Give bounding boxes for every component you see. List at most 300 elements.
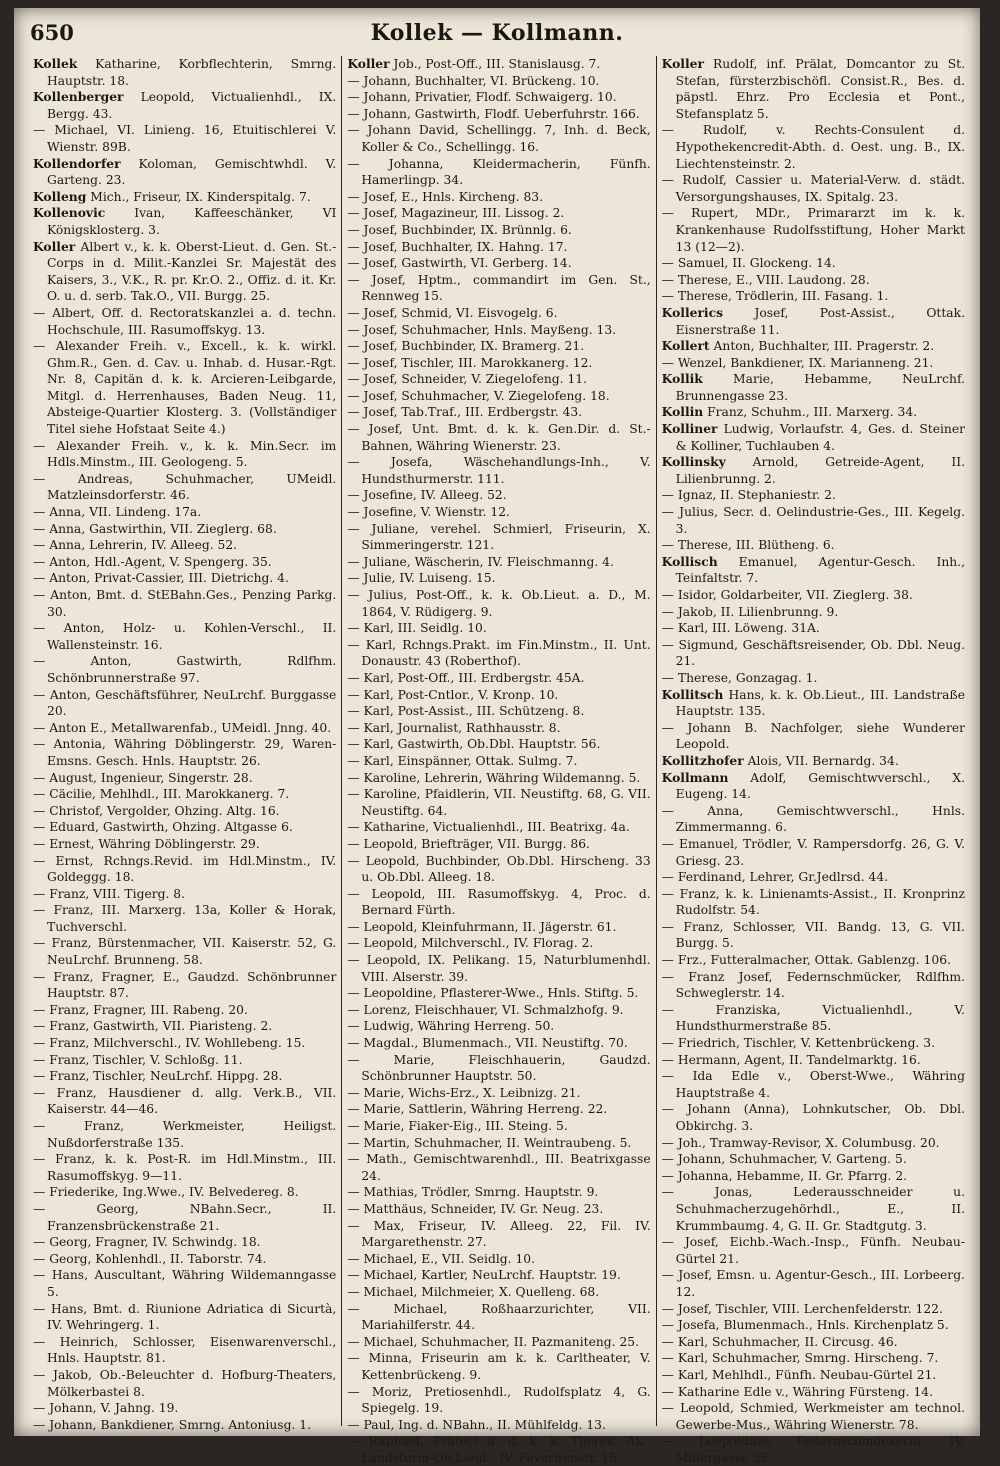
directory-entry (347, 355, 650, 372)
directory-entry (662, 886, 965, 919)
directory-entry (347, 239, 650, 256)
directory-entry (33, 1068, 336, 1085)
entry-text: — Friederike, Ing.Wwe., IV. Belvedereg. 8. (33, 1185, 299, 1200)
entry-text: Alois, VII. Bernardg. 34. (743, 753, 899, 768)
entry-text: — August, Ingenieur, Singerstr. 28. (33, 770, 253, 785)
entry-text: — Leopold, Milchverschl., IV. Florag. 2. (347, 936, 594, 951)
directory-entry (347, 736, 650, 753)
entry-text: — Josef, E., Hnls. Kircheng. 83. (347, 189, 544, 204)
directory-entry (33, 239, 336, 305)
entry-text: — Joh., Tramway-Revisor, X. Columbusg. 20. (661, 1135, 940, 1150)
entry-text: — Josef, Unt. Bmt. d. k. k. Gen.Dir. d. St.-Bahnen, Währing Wienerstr. 23. (347, 422, 651, 453)
entry-text: — Karl, Schuhmacher, Smrng. Hirscheng. 7. (661, 1351, 939, 1366)
entry-text: Josef, Post-Assist., Ottak. Eisnerstraße 11. (675, 305, 965, 337)
directory-entry (33, 1035, 336, 1052)
directory-entry (347, 1052, 650, 1085)
entry-surname: Kolleng (33, 188, 87, 204)
entry-text: — Leopoldine, Federnschmückerin, IV. Millergasse 35. (661, 1434, 965, 1465)
directory-entry (662, 587, 965, 604)
column-3 (656, 56, 970, 1465)
entry-text: — Leopold, Kleinfuhrmann, II. Jägerstr. 61. (347, 919, 617, 934)
entry-text: — Michael, VI. Linieng. 16, Etuitischlerei V. Wienstr. 89B. (33, 123, 337, 154)
entry-text: — Anton, Holz- u. Kohlen-Verschl., II. Wallensteinstr. 16. (33, 621, 337, 652)
entry-text: — Julius, Post-Off., k. k. Ob.Lieut. a. D., M. 1864, V. Rüdigerg. 9. (347, 588, 651, 619)
entry-surname: Kollin (661, 404, 704, 420)
directory-entry (347, 1018, 650, 1035)
directory-entry (662, 1035, 965, 1052)
directory-entry (33, 504, 336, 521)
directory-entry (33, 89, 336, 122)
entry-text: Rudolf, inf. Prälat, Domcantor zu St. Stefan, fürsterzbischöfl. Consist.R., Bes. d. päpstl. Ehrz. Pro Ecclesia et Pont., Stefansplatz 5. (675, 57, 965, 121)
entry-text: — Josef, Schneider, V. Ziegelofeng. 11. (347, 372, 588, 387)
entry-text: — Karoline, Pfaidlerin, VII. Neustiftg. 68, G. VII. Neustiftg. 64. (347, 787, 651, 818)
entry-text: — Franz Josef, Federnschmücker, Rdlfhm. Schweglerstr. 14. (661, 969, 965, 1001)
directory-entry (662, 952, 965, 969)
directory-entry (347, 1184, 650, 1201)
entry-text: — Franz, Milchverschl., IV. Wohllebeng. 15. (33, 1036, 306, 1051)
directory-entry (33, 438, 336, 471)
directory-entry (33, 770, 336, 787)
directory-entry (347, 819, 650, 836)
entry-text: — Andreas, Schuhmacher, UMeidl. Matzleinsdorferstr. 46. (33, 471, 337, 503)
directory-entry (662, 355, 965, 372)
entry-surname: Kollendorfer (33, 155, 121, 171)
entry-surname: Kollik (661, 371, 703, 387)
directory-entry (662, 1135, 965, 1152)
directory-entry (33, 1018, 336, 1035)
entry-text: — Johann, Bankdiener, Smrng. Antoniusg. 1. (33, 1417, 312, 1432)
directory-entry (662, 604, 965, 621)
directory-entry (347, 1284, 650, 1301)
directory-entry (33, 1251, 336, 1268)
entry-text: — Karl, Post-Assist., III. Schützeng. 8. (347, 704, 585, 719)
entry-text: — Josefine, IV. Alleeg. 52. (347, 488, 507, 503)
directory-entry (347, 886, 650, 919)
directory-entry (662, 869, 965, 886)
entry-text: — Juliane, verehel. Schmierl, Friseurin, X. Simmeringerstr. 121. (347, 521, 651, 553)
directory-entry (662, 670, 965, 687)
entry-text: — Leopold, Briefträger, VII. Burgg. 86. (347, 836, 590, 851)
directory-entry (347, 1035, 650, 1052)
entry-text: — Johann, Privatier, Flodf. Schwaigerg. 10. (347, 90, 617, 105)
directory-entry (662, 338, 965, 355)
directory-entry (662, 1334, 965, 1351)
entry-surname: Kollerics (661, 304, 724, 320)
directory-entry (662, 637, 965, 670)
directory-entry (662, 1301, 965, 1318)
directory-entry (347, 853, 650, 886)
entry-text: Ludwig, Vorlaufstr. 4, Ges. d. Steiner & Kolliner, Tuchlauben 4. (675, 422, 965, 453)
directory-entry (347, 1085, 650, 1102)
directory-entry (347, 687, 650, 704)
entry-text: — Raphael, Präfect a. d. k. k. Theres. Ak., Landsturm-Ob.Lieut., IV. Favoritenstr. 15. (347, 1434, 651, 1465)
entry-surname: Koller (33, 238, 76, 254)
directory-entry (347, 404, 650, 421)
entry-text: — Johann, V. Jahng. 19. (33, 1401, 179, 1416)
entry-text: — Josef, Hptm., commandirt im Gen. St., Rennweg 15. (347, 272, 651, 304)
entry-text: — Alexander Freih. v., Excell., k. k. wirkl. Ghm.R., Gen. d. Cav. u. Inhab. d. Husar.-Rgt. Nr. 8, Capitän d. k. k. Arcieren-Leibgarde, Mitgl. d. Herrenhauses, Baden Neug. 11, Absteige-Quartier Klosterg. 3. (Vollständiger Titel siehe Hofstaat Seite 4.) (33, 339, 337, 437)
directory-entry (33, 1085, 336, 1118)
entry-text: — Franz, III. Marxerg. 13a, Koller & Horak, Tuchverschl. (33, 903, 337, 934)
entry-text: — Johann David, Schellingg. 7, Inh. d. Beck, Koller & Co., Schellingg. 16. (347, 123, 651, 154)
entry-text: Arnold, Getreide-Agent, II. Lilienbrunng. 2. (675, 455, 965, 486)
entry-text: — Johann (Anna), Lohnkutscher, Ob. Dbl. Obkirchg. 3. (661, 1102, 965, 1133)
directory-entry (347, 1101, 650, 1118)
entry-text: Katharine, Korbflechterin, Smrng. Hauptstr. 18. (47, 57, 337, 88)
directory-entry (347, 952, 650, 985)
entry-text: — Katharine Edle v., Währing Fürsteng. 14. (661, 1384, 934, 1399)
entry-text: — Michael, E., VII. Seidlg. 10. (347, 1251, 536, 1266)
directory-entry (662, 537, 965, 554)
directory-entry (347, 421, 650, 454)
entry-text: — Josef, Tischler, VIII. Lerchenfelderstr. 122. (661, 1301, 943, 1316)
entry-text: — Karl, Schuhmacher, II. Circusg. 46. (661, 1334, 898, 1349)
entry-text: — Isidor, Goldarbeiter, VII. Zieglerg. 38. (661, 588, 913, 602)
entry-text: — Josef, Gastwirth, VI. Gerberg. 14. (347, 256, 572, 271)
directory-entry (347, 1118, 650, 1135)
entry-text: — Jakob, II. Lilienbrunng. 9. (661, 604, 839, 619)
directory-entry (662, 1367, 965, 1384)
directory-entry (347, 222, 650, 239)
entry-text: — Anna, Gemischtwverschl., Hnls. Zimmermanng. 6. (661, 803, 965, 835)
entry-text: — Franz, Werkmeister, Heiligst. Nußdorferstraße 135. (33, 1119, 337, 1150)
directory-entry (662, 1400, 965, 1433)
directory-entry (662, 172, 965, 205)
entry-text: — Therese, Trödlerin, III. Fasang. 1. (661, 289, 889, 304)
entry-text: — Franz, k. k. Post-R. im Hdl.Minstm., III. Rasumoffskyg. 9—11. (33, 1152, 337, 1183)
directory-entry (347, 637, 650, 670)
entry-text: — Karl, Gastwirth, Ob.Dbl. Hauptstr. 56. (347, 737, 601, 752)
directory-entry (347, 935, 650, 952)
entry-text: — Ludwig, Währing Herreng. 50. (347, 1019, 555, 1034)
entry-text: — Anna, Gastwirthin, VII. Zieglerg. 68. (33, 521, 277, 536)
entry-text: — Rupert, MDr., Primararzt im k. k. Krankenhause Rudolfsstiftung, Hoher Markt 13 (12—2). (661, 206, 965, 254)
directory-entry (33, 819, 336, 836)
directory-entry (662, 554, 965, 587)
directory-entry (33, 886, 336, 903)
entry-text: — Josef, Schuhmacher, V. Ziegelofeng. 18. (347, 388, 610, 403)
entry-text: — Johanna, Hebamme, II. Gr. Pfarrg. 2. (661, 1168, 908, 1183)
entry-text: — Rudolf, Cassier u. Material-Verw. d. städt. Versorgungshauses, IX. Spitalg. 23. (661, 173, 965, 204)
directory-entry (662, 487, 965, 504)
directory-entry (347, 189, 650, 206)
directory-entry (347, 388, 650, 405)
directory-entry (347, 1002, 650, 1019)
directory-entry (347, 156, 650, 189)
entry-text: — Franz, k. k. Linienamts-Assist., II. Kronprinz Rudolfstr. 54. (661, 886, 965, 918)
directory-entry (347, 720, 650, 737)
directory-entry (347, 1151, 650, 1184)
entry-text: — Josef, Eichb.-Wach.-Insp., Fünfh. Neubau-Gürtel 21. (661, 1235, 965, 1266)
entry-surname: Kolliner (661, 421, 718, 437)
directory-entry (662, 753, 965, 770)
entry-text: — Franz, Fragner, E., Gaudzd. Schönbrunner Hauptstr. 87. (33, 969, 337, 1001)
directory-entry (347, 56, 650, 73)
entry-text: Koloman, Gemischtwhdl. V. Garteng. 23. (47, 156, 337, 188)
entry-text: — Franziska, Victualienhdl., V. Hundsthurmerstraße 85. (661, 1002, 965, 1034)
directory-entry (33, 836, 336, 853)
entry-text: — Sigmund, Geschäftsreisender, Ob. Dbl. Neug. 21. (661, 637, 965, 669)
directory-entry (662, 1168, 965, 1185)
page-number: 650 (30, 20, 74, 45)
directory-entry (662, 836, 965, 869)
directory-entry (347, 919, 650, 936)
running-head: Kollek — Kollmann. (370, 20, 624, 46)
directory-entry (33, 338, 336, 438)
entry-columns (28, 56, 970, 1465)
entry-text: — Josef, Magazineur, III. Lissog. 2. (347, 206, 565, 221)
directory-entry (33, 720, 336, 737)
directory-entry (347, 305, 650, 322)
entry-text: — Karl, Post-Cntlor., V. Kronp. 10. (347, 687, 559, 702)
directory-entry (33, 1118, 336, 1151)
entry-text: — Paul, Ing. d. NBahn., II. Mühlfeldg. 13. (347, 1417, 606, 1432)
directory-entry (347, 703, 650, 720)
entry-text: — Leopoldine, Pflasterer-Wwe., Hnls. Stiftg. 5. (347, 986, 639, 1001)
directory-entry (347, 1334, 650, 1351)
entry-text: Albert v., k. k. Oberst-Lieut. d. Gen. St.-Corps in d. Milit.-Kanzlei Sr. Majestät des Kaisers, 3., V.K., R. pr. Kr.O. 2., Offiz. d. it. Kr. O. u. d. serb. Tak.O., VII. Burgg. 25. (47, 239, 337, 304)
entry-text: — Georg, NBahn.Secr., II. Franzensbrückenstraße 21. (33, 1201, 337, 1233)
directory-entry (33, 620, 336, 653)
entry-text: — Marie, Wichs-Erz., X. Leibnizg. 21. (347, 1085, 581, 1100)
entry-text: — Cäcilie, Mehlhdl., III. Marokkanerg. 7. (33, 787, 290, 802)
directory-entry (33, 1417, 336, 1434)
entry-surname: Kollert (661, 338, 710, 354)
entry-text: — Josef, Tischler, III. Marokkanerg. 12. (347, 355, 593, 370)
entry-text: — Rudolf, v. Rechts-Consulent d. Hypothekencredit-Abth. d. Oest. ung. B., IX. Liechtensteinstr. 2. (661, 123, 965, 171)
entry-text: — Leopold, Buchbinder, Ob.Dbl. Hirscheng. 33 u. Ob.Dbl. Alleeg. 18. (347, 853, 651, 885)
directory-entry (662, 1151, 965, 1168)
directory-entry (662, 305, 965, 338)
entry-text: — Karl, Mehlhdl., Fünfh. Neubau-Gürtel 21. (661, 1367, 937, 1382)
directory-entry (33, 537, 336, 554)
directory-entry (33, 554, 336, 571)
directory-entry (347, 1417, 650, 1434)
entry-surname: Koller (661, 56, 704, 71)
directory-entry (662, 288, 965, 305)
directory-entry (347, 255, 650, 272)
entry-text: Marie, Hebamme, NeuLrchf. Brunnengasse 23. (675, 372, 965, 403)
entry-text: — Josefa, Blumenmach., Hnls. Kirchenplatz 5. (661, 1318, 949, 1333)
entry-text: — Anton, Gastwirth, Rdlfhm. Schönbrunnerstraße 97. (33, 654, 337, 685)
directory-entry (347, 338, 650, 355)
entry-text: — Therese, Gonzagag. 1. (661, 670, 818, 685)
directory-entry (33, 803, 336, 820)
entry-text: Franz, Schuhm., III. Marxerg. 34. (703, 405, 918, 420)
directory-entry (33, 687, 336, 720)
directory-entry (33, 935, 336, 968)
entry-text: — Leopold, Schmied, Werkmeister am technol. Gewerbe-Mus., Währing Wienerstr. 78. (661, 1401, 965, 1432)
directory-entry (662, 620, 965, 637)
entry-text: Adolf, Gemischtwverschl., X. Eugeng. 14. (675, 770, 965, 802)
entry-text: — Therese, E., VIII. Laudong. 28. (661, 272, 870, 287)
column-2 (341, 56, 655, 1465)
directory-entry (347, 836, 650, 853)
entry-text: — Lorenz, Fleischhauer, VI. Schmalzhofg. 9. (347, 1002, 624, 1017)
directory-entry (662, 1052, 965, 1069)
directory-entry (662, 919, 965, 952)
directory-entry (33, 1002, 336, 1019)
directory-entry (33, 653, 336, 686)
entry-text: Emanuel, Agentur-Gesch. Inh., Teinfaltstr. 7. (675, 554, 965, 586)
entry-text: — Johanna, Kleidermacherin, Fünfh. Hamerlingp. 34. (347, 156, 651, 188)
directory-entry (662, 1101, 965, 1134)
entry-text: — Josef, Schmid, VI. Eisvogelg. 6. (347, 305, 558, 320)
directory-entry (347, 1135, 650, 1152)
entry-text: — Josef, Buchbinder, IX. Brünnlg. 6. (347, 222, 572, 237)
directory-entry (33, 736, 336, 769)
entry-text: — Frz., Futteralmacher, Ottak. Gablenzg. 106. (661, 953, 951, 968)
directory-entry (662, 454, 965, 487)
directory-entry (347, 1433, 650, 1466)
directory-entry (347, 1350, 650, 1383)
entry-text: — Leopold, III. Rasumoffskyg. 4, Proc. d. Bernard Fürth. (347, 886, 651, 918)
entry-surname: Kollenberger (33, 89, 124, 105)
entry-text: — Hans, Auscultant, Währing Wildemanngasse 5. (33, 1268, 337, 1299)
entry-text: — Anton, Hdl.-Agent, V. Spengerg. 35. (33, 554, 272, 569)
entry-text: — Karl, Journalist, Rathhausstr. 8. (347, 720, 561, 735)
directory-entry (33, 786, 336, 803)
directory-entry (662, 122, 965, 172)
directory-entry (347, 587, 650, 620)
entry-text: — Julie, IV. Luiseng. 15. (347, 571, 496, 586)
directory-entry (662, 1433, 965, 1466)
directory-entry (33, 902, 336, 935)
directory-entry (347, 1384, 650, 1417)
directory-entry (33, 122, 336, 155)
directory-entry (33, 1367, 336, 1400)
directory-entry (347, 1218, 650, 1251)
entry-text: — Karl, III. Seidlg. 10. (347, 621, 487, 636)
directory-entry (33, 969, 336, 1002)
directory-entry (662, 272, 965, 289)
entry-text: — Anton E., Metallwarenfab., UMeidl. Jnng. 40. (33, 720, 332, 735)
entry-text: — Hans, Bmt. d. Riunione Adriatica di Sicurtà, IV. Wehringerg. 1. (33, 1301, 337, 1333)
directory-entry (347, 122, 650, 155)
directory-entry (347, 272, 650, 305)
directory-entry (347, 670, 650, 687)
entry-surname: Kollenovic (33, 205, 106, 221)
entry-text: — Max, Friseur, IV. Alleeg. 22, Fil. IV. Margarethenstr. 27. (347, 1218, 651, 1250)
entry-text: — Jonas, Lederausschneider u. Schuhmacherzugehörhdl., E., II. Krummbaumg. 4, G. II. Gr. Stadtgutg. 3. (661, 1185, 965, 1233)
entry-text: — Alexander Freih. v., k. k. Min.Secr. im Hdls.Minstm., III. Geologeng. 5. (33, 438, 337, 470)
directory-entry (662, 687, 965, 720)
column-1 (28, 56, 341, 1432)
entry-text: — Mathias, Trödler, Smrng. Hauptstr. 9. (347, 1185, 599, 1200)
entry-text: — Moriz, Pretiosenhdl., Rudolfsplatz 4, G. Spiegelg. 19. (347, 1384, 651, 1416)
directory-entry (33, 1184, 336, 1201)
entry-text: — Franz, Schlosser, VII. Bandg. 13, G. VII. Burgg. 5. (661, 919, 965, 951)
directory-entry (662, 371, 965, 404)
entry-text: — Josef, Buchbinder, IX. Bramerg. 21. (347, 339, 585, 354)
directory-entry (33, 305, 336, 338)
entry-text: — Jakob, Ob.-Beleuchter d. Hofburg-Theaters, Mölkerbastei 8. (33, 1367, 337, 1399)
entry-text: — Josef, Emsn. u. Agentur-Gesch., III. Lorbeerg. 12. (661, 1268, 965, 1299)
entry-text: — Franz, Gastwirth, VII. Piaristeng. 2. (33, 1019, 273, 1034)
directory-entry (347, 1251, 650, 1268)
entry-text: — Christof, Vergolder, Ohzing. Altg. 16. (33, 803, 280, 818)
directory-entry (347, 786, 650, 819)
entry-text: — Johann B. Nachfolger, siehe Wunderer Leopold. (661, 720, 965, 752)
directory-entry (347, 770, 650, 787)
directory-entry (33, 471, 336, 504)
entry-text: — Marie, Fleischhauerin, Gaudzd. Schönbrunner Hauptstr. 50. (347, 1052, 651, 1084)
entry-surname: Kollmann (661, 769, 729, 785)
entry-text: — Karl, Einspänner, Ottak. Sulmg. 7. (347, 753, 578, 768)
entry-text: — Ignaz, II. Stephaniestr. 2. (661, 488, 836, 503)
entry-text: Job., Post-Off., III. Stanislausg. 7. (389, 57, 601, 71)
entry-text: — Josefine, V. Wienstr. 12. (347, 505, 510, 520)
directory-entry (347, 620, 650, 637)
entry-text: — Martin, Schuhmacher, II. Weintraubeng. 5. (347, 1135, 632, 1150)
entry-text: Ivan, Kaffeeschänker, VI Königsklosterg. 3. (47, 206, 337, 237)
entry-text: — Marie, Sattlerin, Währing Herreng. 22. (347, 1102, 608, 1117)
entry-text: Anton, Buchhalter, III. Pragerstr. 2. (709, 339, 935, 354)
entry-text: — Julius, Secr. d. Oelindustrie-Ges., III. Kegelg. 3. (661, 505, 965, 536)
directory-entry (347, 1301, 650, 1334)
entry-text: — Michael, Kartler, NeuLrchf. Hauptstr. 19. (347, 1268, 621, 1283)
entry-text: — Josef, Schuhmacher, Hnls. Mayßeng. 13. (347, 322, 617, 337)
directory-entry (33, 1201, 336, 1234)
directory-entry (33, 156, 336, 189)
entry-text: Hans, k. k. Ob.Lieut., III. Landstraße Hauptstr. 135. (675, 687, 965, 719)
entry-text: — Ida Edle v., Oberst-Wwe., Währing Hauptstraße 4. (661, 1069, 965, 1100)
directory-entry (662, 1350, 965, 1367)
directory-page (14, 8, 980, 1465)
entry-text: — Franz, Bürstenmacher, VII. Kaiserstr. 52, G. NeuLrchf. Brunneng. 58. (33, 936, 337, 968)
directory-entry (662, 1234, 965, 1267)
entry-text: — Samuel, II. Glockeng. 14. (661, 256, 836, 271)
entry-text: Leopold, Victualienhdl., IX. Bergg. 43. (47, 90, 337, 121)
entry-text: — Georg, Fragner, IV. Schwindg. 18. (33, 1235, 261, 1250)
directory-entry (33, 1234, 336, 1251)
entry-text: — Math., Gemischtwarenhdl., III. Beatrixgasse 24. (347, 1152, 651, 1183)
entry-text: — Marie, Fiaker-Eig., III. Steing. 5. (347, 1119, 568, 1133)
entry-text: — Albert, Off. d. Rectoratskanzlei a. d. techn. Hochschule, III. Rasumoffskyg. 13. (33, 305, 337, 337)
entry-text: — Hermann, Agent, II. Tandelmarktg. 16. (661, 1052, 921, 1067)
entry-surname: Kollek (33, 56, 78, 71)
directory-entry (662, 1068, 965, 1101)
entry-text: — Anton, Bmt. d. StEBahn.Ges., Penzing Parkg. 30. (33, 588, 337, 619)
directory-entry (662, 205, 965, 255)
directory-entry (33, 56, 336, 89)
entry-text: — Juliane, Wäscherin, IV. Fleischmanng. 4. (347, 554, 614, 569)
entry-text: — Michael, Milchmeier, X. Quelleng. 68. (347, 1284, 600, 1299)
entry-text: — Franz, Hausdiener d. allg. Verk.B., VII. Kaiserstr. 44—46. (33, 1085, 337, 1117)
directory-entry (662, 421, 965, 454)
directory-entry (33, 521, 336, 538)
entry-text: — Emanuel, Trödler, V. Rampersdorfg. 26, G. V. Griesg. 23. (661, 836, 965, 868)
directory-entry (33, 189, 336, 206)
directory-entry (662, 770, 965, 803)
entry-text: — Johann, Gastwirth, Flodf. Ueberfuhrstr. 166. (347, 106, 640, 121)
directory-entry (347, 106, 650, 123)
entry-text: — Ferdinand, Lehrer, Gr.Jedlrsd. 44. (661, 870, 889, 885)
entry-text: — Karoline, Lehrerin, Währing Wildemanng. 5. (347, 770, 641, 785)
directory-entry (347, 1267, 650, 1284)
entry-text: — Eduard, Gastwirth, Ohzing. Altgasse 6. (33, 820, 293, 835)
directory-entry (347, 554, 650, 571)
entry-text: — Josef, Buchhalter, IX. Hahng. 17. (347, 239, 568, 254)
entry-text: — Franz, Tischler, NeuLrchf. Hippg. 28. (33, 1069, 283, 1084)
directory-entry (347, 89, 650, 106)
entry-text: — Anton, Geschäftsführer, NeuLrchf. Burggasse 20. (33, 687, 337, 719)
directory-entry (347, 1201, 650, 1218)
directory-entry (33, 853, 336, 886)
directory-entry (33, 1267, 336, 1300)
directory-entry (33, 205, 336, 238)
directory-entry (662, 255, 965, 272)
